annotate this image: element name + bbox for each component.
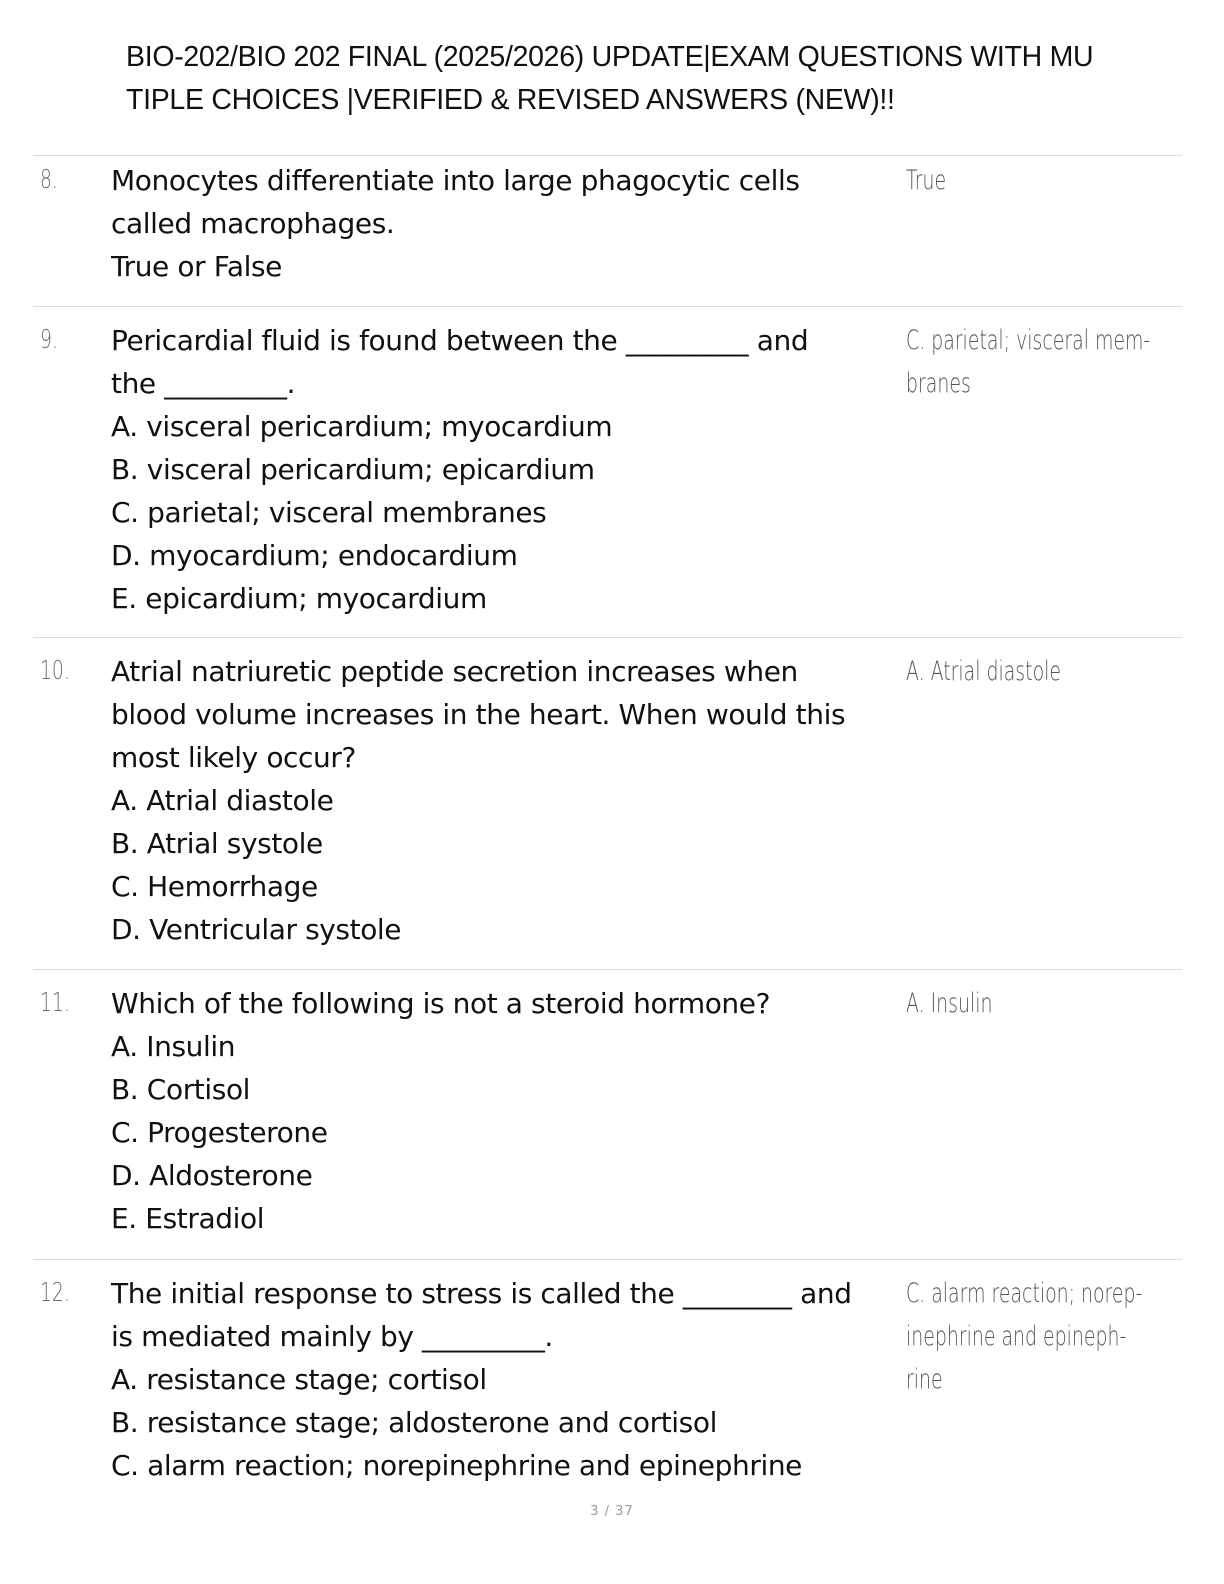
question-number: 10. [40,656,70,686]
question-line: C. alarm reaction; norepinephrine and epinephrine [111,1449,803,1482]
question-line: A. resistance stage; cortisol [111,1363,487,1396]
answer-line: C. parietal; visceral mem- [906,325,1151,356]
question-line: The initial response to stress is called the ________ and [111,1277,852,1310]
question-line: D. myocardium; endocardium [111,539,518,572]
question-line: A. Atrial diastole [111,784,334,817]
question-line: Which of the following is not a steroid hormone? [111,987,771,1020]
question-line: A. visceral pericardium; myocardium [111,410,613,443]
question-9-answer [906,319,1158,405]
page-number: 3 / 37 [590,1504,634,1519]
question-11-text [111,982,911,1240]
question-10-answer [906,650,1158,693]
answer-line: C. alarm reaction; norep- [906,1278,1143,1309]
question-line: B. Atrial systole [111,827,323,860]
divider [33,1259,1182,1260]
answer-line: branes [906,368,971,399]
question-10-text [111,650,911,951]
question-line: Pericardial fluid is found between the _________ and [111,324,809,357]
question-line: C. Hemorrhage [111,870,318,903]
question-line: blood volume increases in the heart. When would this [111,698,846,731]
answer-line: A. Atrial diastole [906,656,1062,687]
document-title [126,36,1216,122]
question-number: 11. [40,988,70,1018]
divider [33,306,1182,307]
question-line: B. resistance stage; aldosterone and cortisol [111,1406,717,1439]
question-12-text [111,1272,911,1487]
question-line: Monocytes differentiate into large phagocytic cells [111,164,800,197]
question-line: B. Cortisol [111,1073,251,1106]
title-line-2: TIPLE CHOICES |VERIFIED & REVISED ANSWERS (NEW)!! [126,84,895,116]
question-8-answer [906,159,1158,202]
question-line: Atrial natriuretic peptide secretion increases when [111,655,798,688]
answer-line: inephrine and epineph- [906,1321,1127,1352]
question-line: most likely occur? [111,741,356,774]
question-line: the _________. [111,367,296,400]
title-line-1: BIO-202/BIO 202 FINAL (2025/2026) UPDATE|EXAM QUESTIONS WITH MU [126,41,1094,73]
question-line: E. epicardium; myocardium [111,582,487,615]
question-line: C. Progesterone [111,1116,328,1149]
question-8-text [111,159,911,288]
question-line: A. Insulin [111,1030,236,1063]
answer-line: True [906,165,947,196]
question-9-text [111,319,911,620]
answer-line: rine [906,1364,943,1395]
question-line: D. Aldosterone [111,1159,313,1192]
question-line: C. parietal; visceral membranes [111,496,547,529]
divider [33,969,1182,970]
question-number: 8. [40,165,58,195]
question-line: is mediated mainly by _________. [111,1320,553,1353]
question-line: D. Ventricular systole [111,913,402,946]
question-12-answer [906,1272,1158,1401]
question-line: True or False [111,250,283,283]
question-number: 12. [40,1278,70,1308]
divider [33,637,1182,638]
question-line: called macrophages. [111,207,395,240]
question-line: E. Estradiol [111,1202,265,1235]
divider [33,155,1182,156]
question-line: B. visceral pericardium; epicardium [111,453,595,486]
question-number: 9. [40,325,58,355]
answer-line: A. Insulin [906,988,993,1019]
question-11-answer [906,982,1158,1025]
